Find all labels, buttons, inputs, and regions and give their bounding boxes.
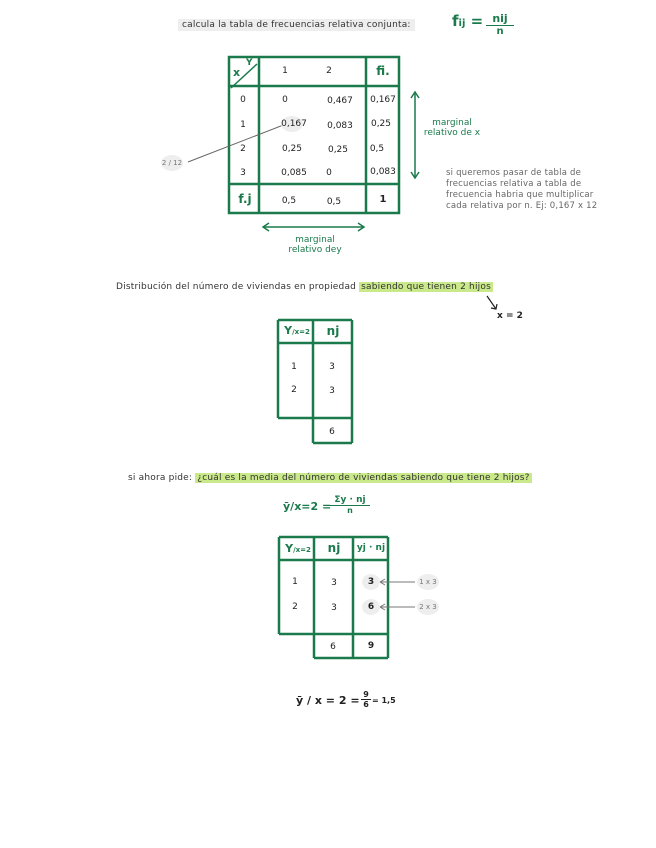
cell-0-2: 0,467 <box>327 96 353 106</box>
formula-fraction: nij n <box>486 12 514 37</box>
total-2: 0,5 <box>369 144 385 154</box>
side-label: 2 / 12 <box>161 159 183 167</box>
t3-header-p: yj · nj <box>356 543 386 553</box>
marginal-x-label: marginal relativo de x <box>423 118 481 138</box>
t3-y-0: 1 <box>292 577 298 587</box>
t2-header-y: Y/x=2 <box>284 324 310 337</box>
cell-1-1: 0,167 <box>281 119 307 129</box>
cell-0-1: 0 <box>282 95 288 105</box>
instruction-2: Distribución del número de viviendas en propiedad sabiendo que tienen 2 hijos <box>116 282 491 292</box>
t3-header-y: Y/x=2 <box>285 542 311 555</box>
total-3: 0,083 <box>370 167 396 177</box>
t2-n-0: 3 <box>329 362 335 372</box>
t3-p-0: 3 <box>367 577 375 587</box>
col-header-2: 2 <box>326 66 332 76</box>
result-fraction: 9 6 <box>361 690 371 709</box>
total-1: 0,25 <box>370 119 392 129</box>
result-formula: ȳ / x = 2 = <box>296 694 360 707</box>
t3-n-0: 3 <box>331 578 337 588</box>
col-total-label: f.j <box>238 192 252 206</box>
t2-y-0: 1 <box>291 362 297 372</box>
row-x-1: 1 <box>240 120 246 130</box>
t3-y-1: 2 <box>292 602 298 612</box>
row-total-header: fi. <box>376 64 390 78</box>
formula-mean: ȳ/x=2 = <box>283 500 332 513</box>
col-total-2: 0,5 <box>326 197 342 207</box>
x-note: x = 2 <box>497 311 523 321</box>
row-x-3: 3 <box>240 168 246 178</box>
t3-note-0: 1 x 3 <box>419 578 437 586</box>
instruction-1: calcula la tabla de frecuencias relativa conjunta: <box>178 20 415 30</box>
t3-total-p: 9 <box>367 641 375 651</box>
marginal-y-label: marginal relativo dey <box>288 235 342 255</box>
grand-total: 1 <box>379 194 387 205</box>
cell-3-1: 0,085 <box>281 168 307 178</box>
col-total-1: 0,5 <box>281 196 297 206</box>
t3-header-n: nj <box>327 541 341 555</box>
t3-p-1: 6 <box>367 602 375 612</box>
result-value: = 1,5 <box>372 696 396 705</box>
total-0: 0,167 <box>370 95 396 105</box>
t3-total-n: 6 <box>330 642 336 652</box>
cell-1-2: 0,083 <box>327 121 353 131</box>
t2-y-1: 2 <box>291 385 297 395</box>
t3-note-1: 2 x 3 <box>419 603 437 611</box>
corner-y: Y <box>246 58 253 68</box>
formula-fij: fij = <box>452 12 484 30</box>
formula-mean-fraction: Σy · nj n <box>330 495 370 515</box>
cell-2-1: 0,25 <box>281 144 303 154</box>
row-x-0: 0 <box>240 95 246 105</box>
corner-x: x <box>233 66 241 79</box>
t2-n-1: 3 <box>329 386 335 396</box>
cell-3-2: 0 <box>326 168 332 178</box>
t2-header-n: nj <box>326 324 340 338</box>
side-note: si queremos pasar de tabla de frecuencias relativa a tabla de frecuencia habria que multiplicar cada relativa por n. Ej: 0,167 x 12 <box>446 168 598 211</box>
instruction-3: si ahora pide: ¿cuál es la media del número de viviendas sabiendo que tiene 2 hijos? <box>128 473 530 483</box>
col-header-1: 1 <box>282 66 288 76</box>
t3-n-1: 3 <box>331 603 337 613</box>
t2-total: 6 <box>329 427 335 437</box>
cell-2-2: 0,25 <box>327 145 349 155</box>
row-x-2: 2 <box>240 144 246 154</box>
